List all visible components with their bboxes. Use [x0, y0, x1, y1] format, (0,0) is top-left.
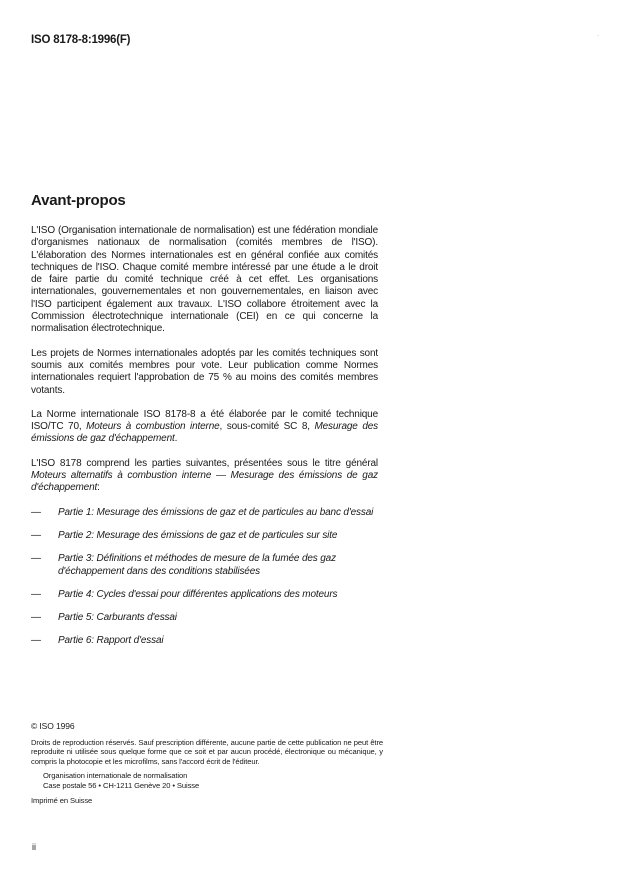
list-item [31, 507, 378, 519]
list-dash: — [31, 588, 41, 600]
publisher-postal: Case postale 56 • CH-1211 Genève 20 • Suisse [43, 780, 200, 790]
standard-reference: ISO 8178-8:1996(F) [31, 34, 131, 46]
list-dash: — [31, 529, 41, 541]
part-title: Partie 1: Mesurage des émissions de gaz et de particules au banc d'essai [58, 506, 374, 518]
list-item [31, 612, 378, 624]
part-title: Partie 6: Rapport d'essai [58, 635, 164, 647]
scan-speck: · [597, 33, 599, 39]
list-item [31, 553, 378, 578]
list-dash: — [31, 635, 41, 647]
copyright-notice: © ISO 1996 [31, 721, 75, 731]
copyright-block [31, 722, 383, 805]
rights-statement: Droits de reproduction réservés. Sauf prescription différente, aucune partie de cette publication ne peut être reproduite ni utilisée sous quelque forme que ce soit et par aucun procédé, électronique ou mécanique, y compris la photocopie et les microfilms, sans l'accord écrit de l'éditeur. [31, 737, 383, 766]
parts-list [31, 507, 378, 648]
foreword-body [31, 225, 378, 659]
part-title: Partie 2: Mesurage des émissions de gaz et de particules sur site [58, 529, 338, 541]
committee-sc-title: Mesurage des émissions de gaz d'échappement [31, 421, 378, 445]
list-dash: — [31, 553, 41, 565]
parts-intro-end: : [97, 482, 100, 494]
page-number: ii [32, 842, 36, 852]
paragraph-iso-intro: L'ISO (Organisation internationale de normalisation) est une fédération mondiale d'organismes nationaux de normalisation (comités membres de l'ISO). L'élaboration des Normes internationales est en général confiée aux comités techniques de l'ISO. Chaque comité membre intéressé par une étude a le droit de faire partie du comité technique créé à cet effet. Les organisations internationales, gouvernementales et non gouvernementales, en liaison avec l'ISO participent également aux travaux. L'ISO collabore étroitement avec la Commission électrotechnique internationale (CEI) en ce qui concerne la normalisation électrotechnique. [31, 225, 378, 335]
publisher-org: Organisation internationale de normalisation [43, 771, 188, 781]
publisher-address [31, 771, 383, 790]
committee-tc-title: Moteurs à combustion interne [86, 421, 220, 433]
list-dash: — [31, 506, 41, 518]
paragraph-parts-intro [31, 458, 378, 495]
part-title: Partie 5: Carburants d'essai [58, 612, 177, 624]
parts-intro-start: L'ISO 8178 comprend les parties suivantes, présentées sous le titre général [31, 457, 378, 469]
part-title: Partie 3: Définitions et méthodes de mesure de la fumée des gaz d'échappement dans des conditions stabilisées [58, 553, 336, 577]
paragraph-draft-approval: Les projets de Normes internationales adoptés par les comités techniques sont soumis aux comités membres pour vote. Leur publication comme Normes internationales requiert l'approbation de 75 % au moins des comités membres votants. [31, 347, 378, 396]
parts-general-title: Moteurs alternatifs à combustion interne — Mesurage des émissions de gaz d'échappement [31, 470, 378, 494]
paragraph-committee [31, 409, 378, 446]
list-item [31, 589, 378, 601]
section-title: Avant-propos [31, 192, 126, 209]
printed-in: Imprimé en Suisse [31, 795, 93, 805]
list-item [31, 530, 378, 542]
part-title: Partie 4: Cycles d'essai pour différentes applications des moteurs [58, 588, 338, 600]
committee-text-mid: , sous-comité SC 8, [219, 421, 315, 433]
list-dash: — [31, 612, 41, 624]
committee-text-start: La Norme internationale ISO 8178-8 a été élaborée par le comité technique ISO/TC 70, [31, 408, 378, 433]
list-item [31, 635, 378, 647]
committee-text-end: . [174, 433, 178, 445]
